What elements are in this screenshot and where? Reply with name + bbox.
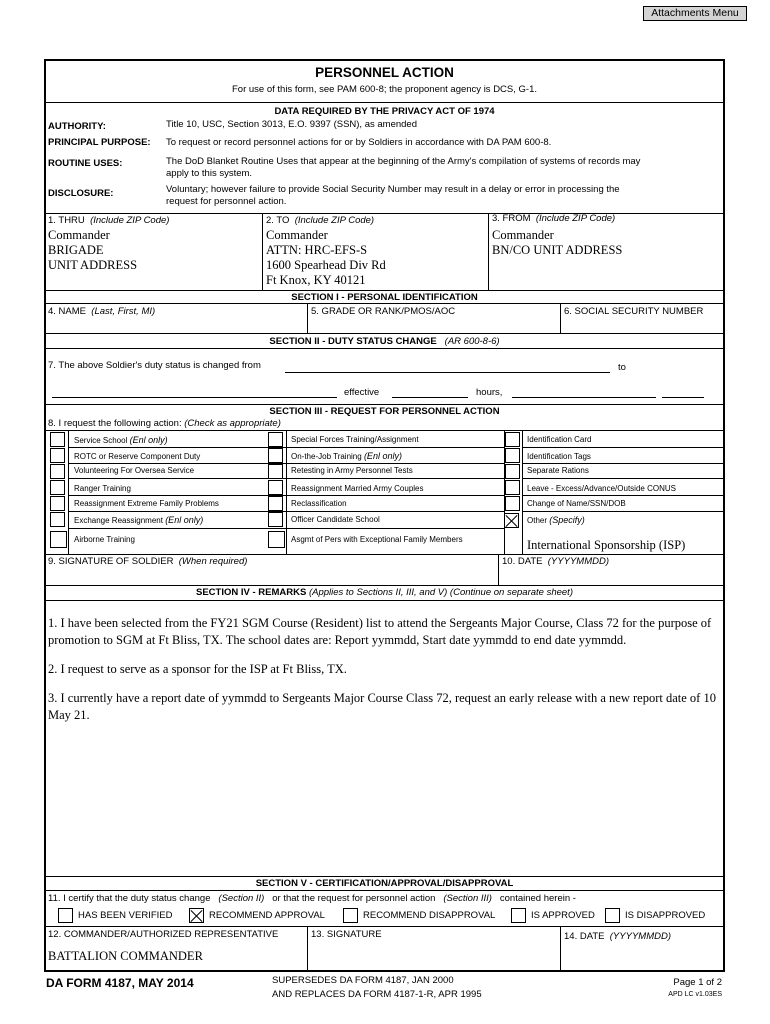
checkbox-ojt[interactable] [268, 448, 283, 463]
option-name-change: Change of Name/SSN/DOB [527, 499, 626, 508]
option-airborne: Airborne Training [74, 535, 135, 544]
to-line: Ft Knox, KY 40121 [266, 273, 366, 287]
attachments-menu-button[interactable]: Attachments Menu [643, 6, 747, 21]
form-id: DA FORM 4187, MAY 2014 [46, 976, 194, 990]
disclosure-text-2: request for personnel action. [166, 196, 287, 207]
section-5-heading: SECTION V - CERTIFICATION/APPROVAL/DISAPPROVAL [255, 878, 514, 889]
to-address[interactable] [266, 228, 386, 288]
approval-date-label: 14. DATE (YYYYMMDD) [564, 931, 671, 942]
signature-label: 13. SIGNATURE [311, 929, 382, 940]
commander-value[interactable]: BATTALION COMMANDER [48, 949, 203, 963]
hours-word: hours, [476, 387, 503, 398]
checkbox-other[interactable] [504, 513, 519, 528]
supersedes-line-1: SUPERSEDES DA FORM 4187, JAN 2000 [272, 975, 454, 986]
section-1-heading: SECTION I - PERSONAL IDENTIFICATION [291, 292, 478, 303]
soldier-date-label: 10. DATE (YYYYMMDD) [502, 556, 609, 567]
hours-field[interactable] [512, 397, 656, 398]
request-line: 8. I request the following action: (Check as appropriate) [48, 418, 281, 429]
option-has-been-verified: HAS BEEN VERIFIED [78, 910, 173, 921]
option-recommend-disapproval: RECOMMEND DISAPPROVAL [363, 910, 496, 921]
to-line: Commander [266, 228, 328, 242]
checkbox-married-couples[interactable] [268, 480, 283, 495]
checkbox-airborne[interactable] [50, 531, 67, 548]
section-3-heading: SECTION III - REQUEST FOR PERSONNEL ACTION [269, 406, 500, 417]
checkbox-has-been-verified[interactable] [58, 908, 73, 923]
option-ranger: Ranger Training [74, 484, 131, 493]
from-address[interactable] [492, 228, 622, 258]
to-line: ATTN: HRC-EFS-S [266, 243, 368, 257]
purpose-label: PRINCIPAL PURPOSE: [48, 137, 151, 148]
option-is-approved: IS APPROVED [531, 910, 595, 921]
section-2-heading: SECTION II - DUTY STATUS CHANGE (AR 600-8-6) [269, 336, 500, 347]
option-id-tags: Identification Tags [527, 452, 591, 461]
routine-uses-text-2: apply to this system. [166, 168, 253, 179]
option-ocs: Officer Candidate School [291, 515, 380, 524]
option-volunteering: Volunteering For Oversea Service [74, 466, 195, 475]
remark-3[interactable]: 3. I currently have a report date of yymmdd to Sergeants Major Course Class 72, request an early release with a new report date of 10 May 21. [48, 691, 716, 722]
ssn-label: 6. SOCIAL SECURITY NUMBER [564, 306, 704, 317]
checkbox-recommend-disapproval[interactable] [343, 908, 358, 923]
remark-1[interactable]: 1. I have been selected from the FY21 SGM Course (Resident) list to attend the Sergeants Major Course, Class 72 for the purpose of promotion to SGM at Ft Bliss, TX. The school dates are: Report yymmdd, Start date yymmdd to end date yymmdd. [48, 616, 712, 647]
name-label: 4. NAME (Last, First, MI) [48, 306, 156, 317]
supersedes-line-2: AND REPLACES DA FORM 4187-1-R, APR 1995 [272, 989, 482, 1000]
checkbox-name-change[interactable] [505, 496, 520, 511]
thru-address[interactable] [48, 228, 137, 273]
option-special-forces: Special Forces Training/Assignment [291, 435, 419, 444]
checkbox-is-disapproved[interactable] [605, 908, 620, 923]
commander-label: 12. COMMANDER/AUTHORIZED REPRESENTATIVE [48, 929, 279, 940]
duty-from-field[interactable] [285, 372, 610, 373]
checkbox-rotc[interactable] [50, 448, 65, 463]
option-married-couples: Reassignment Married Army Couples [291, 484, 424, 493]
disclosure-label: DISCLOSURE: [48, 188, 114, 199]
routine-uses-label: ROUTINE USES: [48, 158, 123, 169]
certify-line: 11. I certify that the duty status change (Section II) or that the request for personnel action (Section III) contained herein - [48, 893, 576, 904]
form-title: PERSONNEL ACTION [315, 65, 454, 80]
option-service-school: Service School (Enl only) [74, 435, 168, 445]
section-4-heading: SECTION IV - REMARKS (Applies to Sections II, III, and V) (Continue on separate sheet) [196, 587, 573, 598]
checkbox-leave[interactable] [505, 480, 520, 495]
form-subtitle: For use of this form, see PAM 600-8; the proponent agency is DCS, G-1. [231, 84, 538, 95]
checkbox-recommend-approval[interactable] [189, 908, 204, 923]
other-specify-value[interactable]: International Sponsorship (ISP) [527, 538, 686, 552]
purpose-text: To request or record personnel actions for or by Soldiers in accordance with DA PAM 600-8. [166, 137, 552, 148]
option-exchange: Exchange Reassignment (Enl only) [74, 515, 204, 525]
checkbox-service-school[interactable] [50, 432, 65, 447]
privacy-heading: DATA REQUIRED BY THE PRIVACY ACT OF 1974 [274, 106, 495, 117]
option-reassignment-family: Reassignment Extreme Family Problems [74, 499, 219, 508]
checkbox-ocs[interactable] [268, 512, 283, 527]
checkbox-ranger[interactable] [50, 480, 65, 495]
effective-date-field[interactable] [392, 397, 468, 398]
remark-2[interactable]: 2. I request to serve as a sponsor for the ISP at Ft Bliss, TX. [48, 662, 347, 676]
thru-line: UNIT ADDRESS [48, 258, 138, 272]
thru-line: BRIGADE [48, 243, 104, 257]
from-line: BN/CO UNIT ADDRESS [492, 243, 623, 257]
duty-to-field[interactable] [52, 397, 337, 398]
to-line: 1600 Spearhead Div Rd [266, 258, 386, 272]
effective-word: effective [344, 387, 380, 398]
duty-to-word: to [618, 362, 626, 373]
option-retesting: Retesting in Army Personnel Tests [291, 466, 413, 475]
checkbox-exchange[interactable] [50, 512, 65, 527]
checkbox-reclassification[interactable] [268, 496, 283, 511]
option-efmp: Asgmt of Pers with Exceptional Family Members [291, 535, 463, 544]
soldier-signature-label: 9. SIGNATURE OF SOLDIER (When required) [48, 556, 248, 567]
checkbox-id-tags[interactable] [505, 448, 520, 463]
option-recommend-approval: RECOMMEND APPROVAL [209, 910, 325, 921]
checkbox-special-forces[interactable] [268, 432, 283, 447]
checkbox-rations[interactable] [505, 464, 520, 479]
checkbox-reassignment-family[interactable] [50, 496, 65, 511]
option-id-card: Identification Card [527, 435, 592, 444]
to-label: 2. TO (Include ZIP Code) [266, 215, 375, 226]
checkbox-id-card[interactable] [505, 432, 520, 447]
option-is-disapproved: IS DISAPPROVED [625, 910, 706, 921]
duty-status-line: 7. The above Soldier's duty status is changed from [48, 360, 261, 371]
authority-text: Title 10, USC, Section 3013, E.O. 9397 (SSN), as amended [166, 119, 417, 130]
thru-label: 1. THRU (Include ZIP Code) [48, 215, 170, 226]
checkbox-retesting[interactable] [268, 464, 283, 479]
page-number: Page 1 of 2 [673, 977, 722, 988]
disclosure-text-1: Voluntary; however failure to provide Social Security Number may result in a delay or error in processing the [166, 184, 620, 195]
from-line: Commander [492, 228, 554, 242]
option-reclassification: Reclassification [291, 499, 347, 508]
grade-label: 5. GRADE OR RANK/PMOS/AOC [311, 306, 456, 317]
option-other: Other (Specify) [527, 515, 585, 525]
option-leave: Leave - Excess/Advance/Outside CONUS [527, 484, 676, 493]
option-rotc: ROTC or Reserve Component Duty [74, 452, 201, 461]
checkbox-volunteering[interactable] [50, 464, 65, 479]
from-label: 3. FROM (Include ZIP Code) [492, 213, 616, 224]
checkbox-is-approved[interactable] [511, 908, 526, 923]
option-ojt: On-the-Job Training (Enl only) [291, 451, 402, 461]
option-rations: Separate Rations [527, 466, 589, 475]
checkbox-efmp[interactable] [268, 531, 285, 548]
thru-line: Commander [48, 228, 110, 242]
routine-uses-text-1: The DoD Blanket Routine Uses that appear at the beginning of the Army's compilation of systems of records may [166, 156, 641, 167]
authority-label: AUTHORITY: [48, 121, 106, 132]
form-version: APD LC v1.03ES [668, 991, 722, 998]
